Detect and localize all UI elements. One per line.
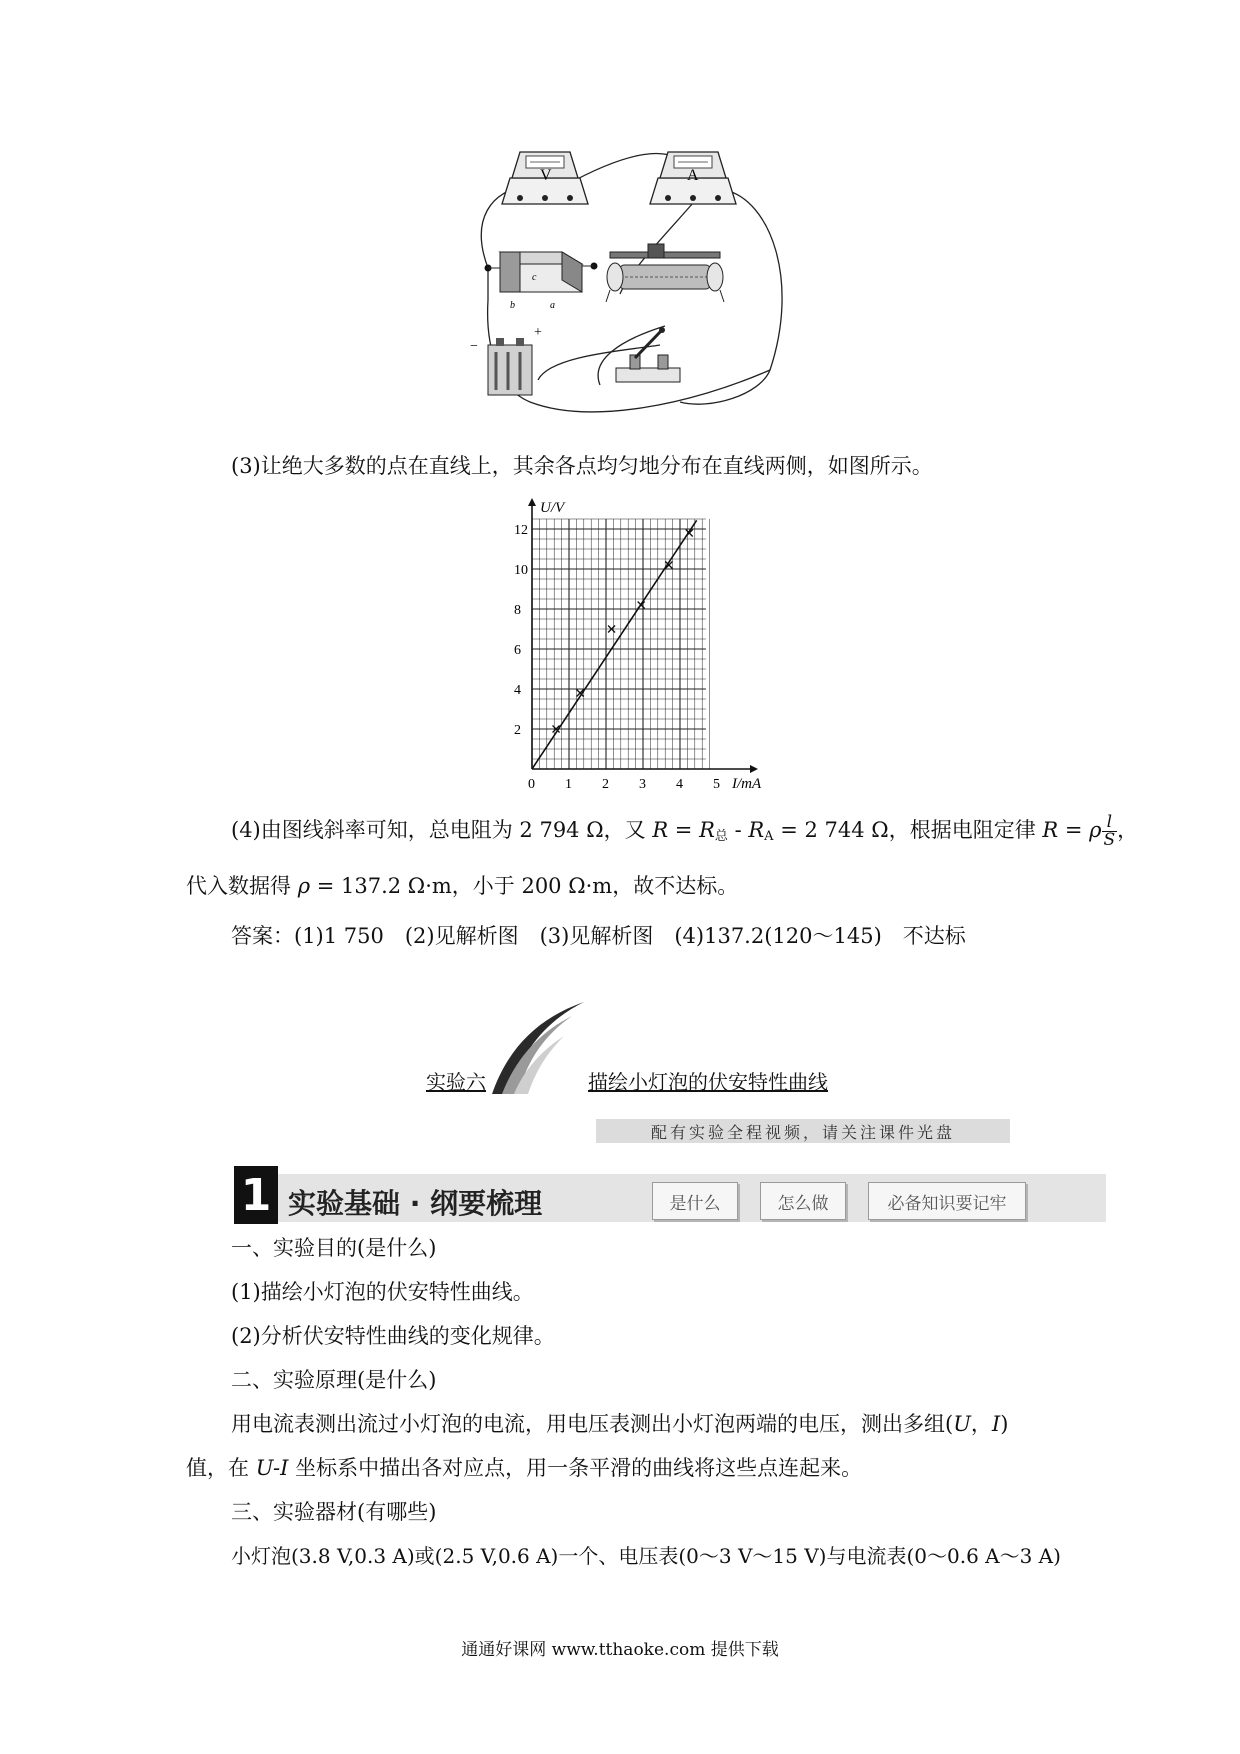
- step4-line2: [186, 876, 738, 897]
- voltmeter-icon: [502, 152, 588, 204]
- var-R-law: R: [1042, 818, 1059, 842]
- var-R-A: R: [748, 818, 765, 842]
- var-rho: ρ: [1089, 818, 1102, 842]
- var-R-total: R: [699, 818, 715, 842]
- minus-sign: -: [727, 818, 749, 842]
- var-I: I: [991, 1412, 1001, 1436]
- heading-purpose: 一、实验目的(是什么): [231, 1236, 437, 1260]
- footer-text: 通通好课网 www.tthaoke.com 提供下载: [461, 1640, 779, 1660]
- section-number-badge: [234, 1166, 278, 1224]
- heading-equipment: 三、实验器材(有哪些): [231, 1500, 437, 1524]
- ui-graph: [500, 498, 790, 793]
- principle-text-a: 用电流表测出流过小灯泡的电流，用电压表测出小灯泡两端的电压，测出多组(: [231, 1412, 954, 1436]
- principle-line-1: [231, 1414, 1008, 1435]
- principle-line-2: [186, 1458, 862, 1479]
- var-rho-2: ρ: [297, 874, 311, 898]
- heading-principle: 二、实验原理(是什么): [231, 1368, 437, 1392]
- var-U-I: U-I: [255, 1456, 289, 1480]
- voltmeter-label: V: [540, 167, 552, 184]
- step4-line2-a: 代入数据得: [186, 874, 298, 898]
- principle-text-c: 坐标系中描出各对应点，用一条平滑的曲线将这些点连起来。: [288, 1456, 863, 1480]
- battery-icon: [470, 325, 542, 395]
- x-tick-label: 3: [639, 777, 646, 792]
- purpose-item-1: (1)描绘小灯泡的伏安特性曲线。: [231, 1280, 534, 1304]
- step4-line1: [231, 814, 1138, 849]
- var-U: U: [953, 1412, 971, 1436]
- x-tick-label: 4: [676, 777, 683, 792]
- y-tick-label: 8: [514, 603, 521, 618]
- swoosh-decoration-icon: [488, 998, 588, 1098]
- var-R: R: [652, 818, 669, 842]
- experiment-number: 实验六: [426, 1070, 486, 1094]
- dim-b-label: b: [510, 300, 515, 311]
- switch-icon: [616, 327, 680, 382]
- x-tick-label: 5: [713, 777, 720, 792]
- y-tick-label: 12: [514, 523, 528, 538]
- comma: ，: [1117, 818, 1139, 842]
- step4-line2-b: = 137.2 Ω·m，小于 200 Ω·m，故不达标。: [310, 874, 739, 898]
- plus-sign: +: [534, 325, 542, 340]
- y-axis-label: U/V: [540, 500, 565, 516]
- y-tick-label: 6: [514, 643, 521, 658]
- data-point: [638, 602, 645, 609]
- chip-what[interactable]: 是什么: [652, 1182, 738, 1220]
- eq-sign-2: =: [1058, 818, 1090, 842]
- dim-a-label: a: [550, 300, 555, 311]
- sample-block-icon: [485, 252, 598, 311]
- sub-total: 总: [714, 829, 728, 844]
- rheostat-icon: [606, 244, 724, 302]
- sub-A: A: [764, 829, 774, 844]
- x-tick-label: 2: [602, 777, 609, 792]
- equipment-line-1: 小灯泡(3.8 V,0.3 A)或(2.5 V,0.6 A)一个、电压表(0～3 V～15 V)与电流表(0～0.6 A～3 A): [231, 1544, 1061, 1568]
- step4-text-a: (4)由图线斜率可知，总电阻为 2 794 Ω，又: [231, 818, 653, 842]
- step4-text-b: = 2 744 Ω，根据电阻定律: [773, 818, 1043, 842]
- principle-paren: ): [1000, 1412, 1009, 1436]
- section-number: 1: [240, 1169, 272, 1221]
- answer-text: 答案：(1)1 750 (2)见解析图 (3)见解析图 (4)137.2(120～145) 不达标: [231, 924, 966, 948]
- y-tick-label: 2: [514, 723, 521, 738]
- fit-line: [532, 520, 697, 769]
- ammeter-label: A: [687, 167, 699, 184]
- x-tick-label: 1: [565, 777, 572, 792]
- principle-comma: ，: [970, 1412, 992, 1436]
- minus-sign: −: [470, 339, 478, 354]
- principle-text-b: 值，在: [186, 1456, 256, 1480]
- chip-how[interactable]: 怎么做: [760, 1182, 846, 1220]
- frac-denominator: S: [1103, 830, 1116, 850]
- y-tick-label: 4: [514, 683, 521, 698]
- fraction-l-over-S: [1102, 814, 1118, 849]
- experiment-title: 描绘小灯泡的伏安特性曲线: [588, 1070, 828, 1094]
- chip-knowledge[interactable]: 必备知识要记牢: [868, 1182, 1026, 1220]
- section-title: 实验基础 · 纲要梳理: [288, 1187, 543, 1220]
- y-tick-label: 10: [514, 563, 528, 578]
- dim-c-label: c: [532, 272, 537, 283]
- ammeter-icon: [650, 152, 736, 204]
- x-tick-label: 0: [528, 777, 535, 792]
- x-axis-label: I/mA: [732, 776, 762, 792]
- circuit-diagram: [470, 140, 810, 440]
- eq-sign: =: [668, 818, 700, 842]
- step3-text: (3)让绝大多数的点在直线上，其余各点均匀地分布在直线两侧，如图所示。: [231, 454, 933, 478]
- video-note: 配有实验全程视频，请关注课件光盘: [596, 1119, 1010, 1143]
- purpose-item-2: (2)分析伏安特性曲线的变化规律。: [231, 1324, 555, 1348]
- frac-numerator: l: [1102, 814, 1118, 832]
